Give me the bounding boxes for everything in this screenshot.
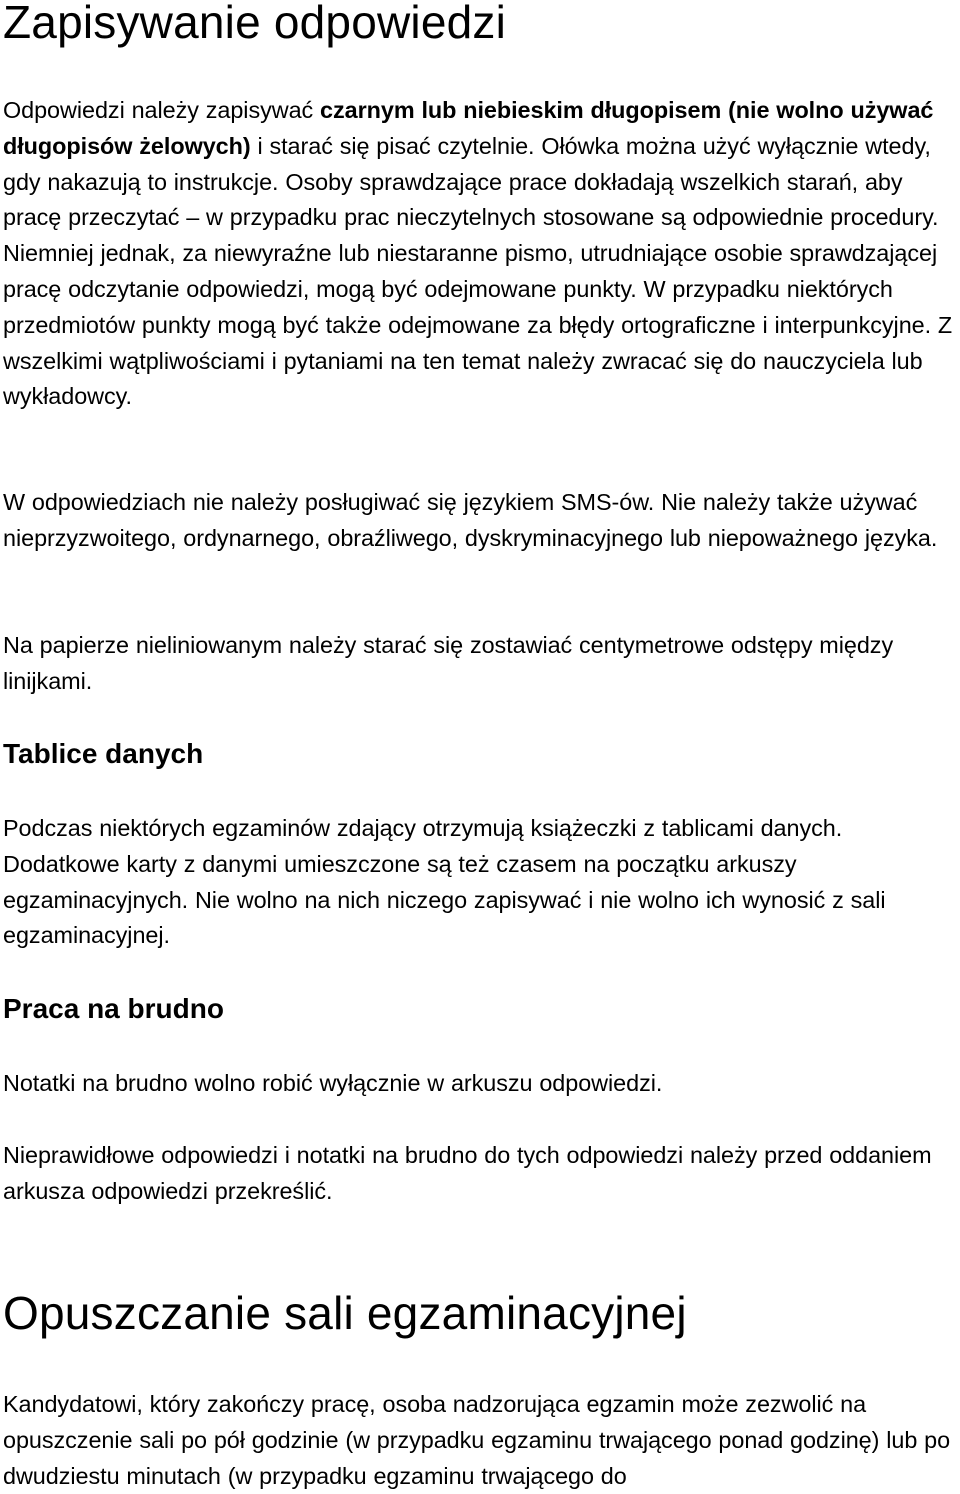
section-heading-leaving-room: Opuszczanie sali egzaminacyjnej (3, 1287, 687, 1339)
subsection-heading-rough-work: Praca na brudno (3, 993, 224, 1024)
paragraph-leaving-room: Kandydatowi, który zakończy pracę, osoba nadzorująca egzamin może zezwolić na opuszczenie sali po pół godzinie (w przypadku egzaminu trwającego ponad godzinę) lub po dwudziestu minutach (w przypadku egzaminu trwającego do (3, 1391, 951, 1489)
paragraph-writing-bold-pen-rule: czarnym lub niebieskim długopisem (nie wolno używać długopisów żelowych) (3, 97, 934, 159)
paragraph-writing-rest: i starać się pisać czytelnie. Ołówka można użyć wyłącznie wtedy, gdy nakazują to instrukcje. Osoby sprawdzające prace dokładają wszelkich starań, aby pracę przeczytać – w przypadku prac nieczytelnych stosowane są odpowiednie procedury. Niemniej jednak, za niewyraźne lub niestaranne pismo, utrudniające osobie sprawdzającej pracę odczytanie odpowiedzi, mogą być odejmowane punkty. W przypadku niektórych przedmiotów punkty mogą być także odejmowane za błędy ortograficzne i interpunkcyjne. Z wszelkimi wątpliwościami i pytaniami na ten temat należy zwracać się do nauczyciela lub wykładowcy. (3, 132, 953, 410)
paragraph-sms-language: W odpowiedziach nie należy posługiwać się językiem SMS-ów. Nie należy także używać nieprzyzwoitego, ordynarnego, obraźliwego, dyskryminacyjnego lub niepoważnego języka. (3, 489, 938, 551)
paragraph-data-tables: Podczas niektórych egzaminów zdający otrzymują książeczki z tablicami danych. Dodatkowe karty z danymi umieszczone są też czasem na początku arkuszy egzaminacyjnych. Nie wolno na nich niczego zapisywać i nie wolno ich wynosić z sali egzaminacyjnej. (3, 815, 886, 949)
paragraph-rough-notes: Notatki na brudno wolno robić wyłącznie w arkuszu odpowiedzi. (3, 1070, 663, 1096)
paragraph-writing-intro: Odpowiedzi należy zapisywać (3, 97, 321, 123)
paragraph-cross-out: Nieprawidłowe odpowiedzi i notatki na brudno do tych odpowiedzi należy przed oddaniem arkusza odpowiedzi przekreślić. (3, 1142, 932, 1204)
paragraph-writing-rules (3, 93, 958, 415)
paragraph-line-spacing: Na papierze nieliniowanym należy starać się zostawiać centymetrowe odstępy między linijkami. (3, 632, 894, 694)
section-heading-writing-answers: Zapisywanie odpowiedzi (3, 0, 507, 48)
subsection-heading-data-tables: Tablice danych (3, 738, 204, 769)
